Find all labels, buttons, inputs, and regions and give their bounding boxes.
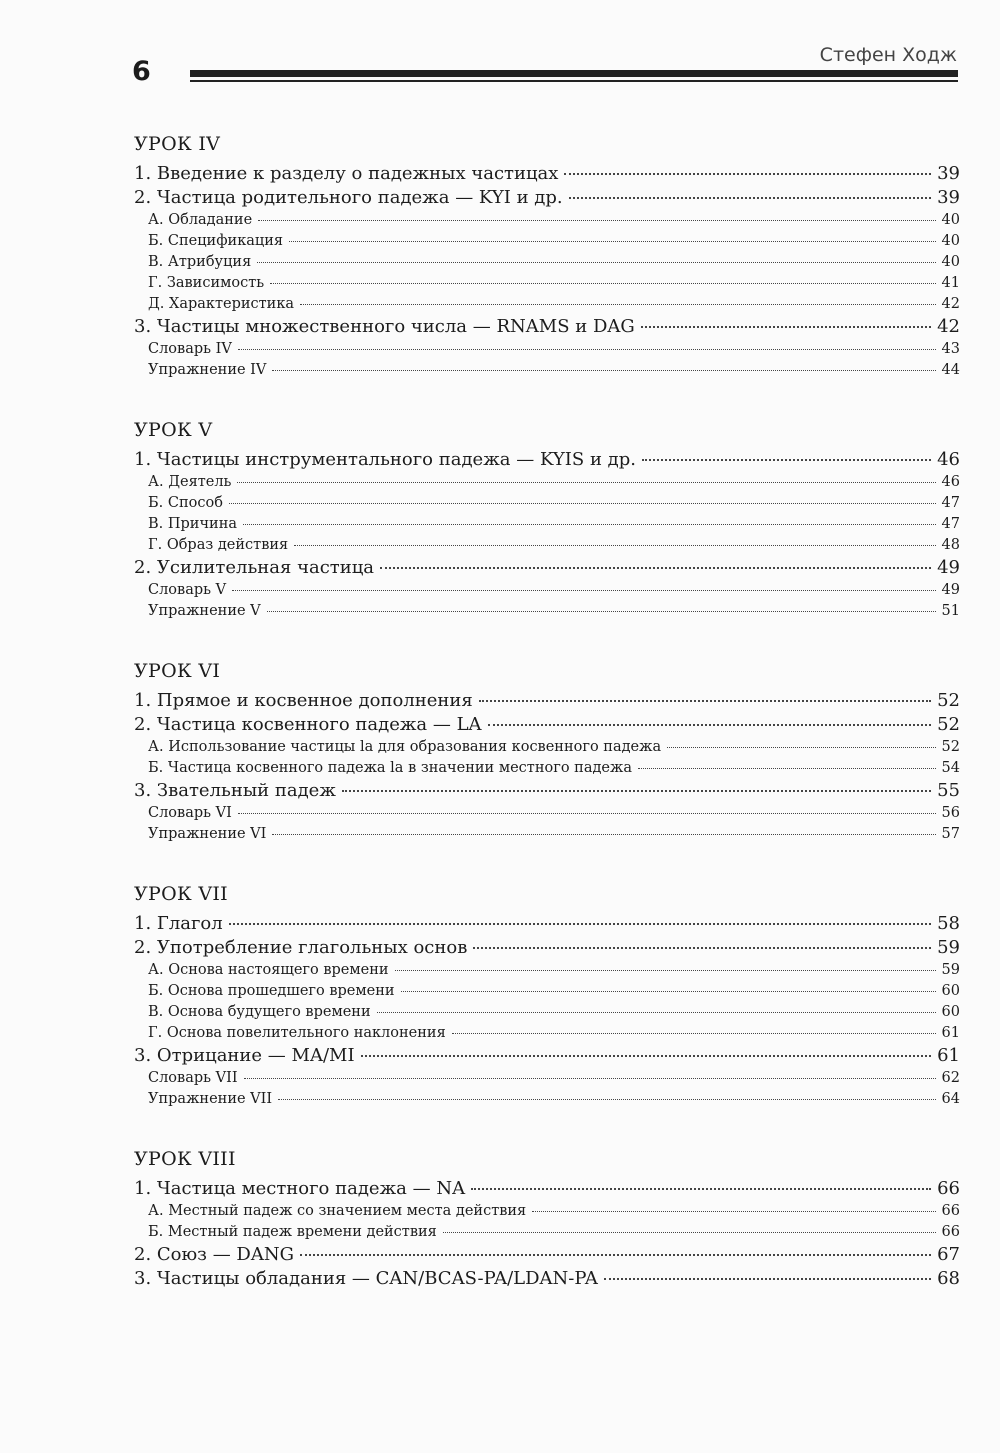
page-header xyxy=(0,0,1000,100)
entry-page: 61 xyxy=(937,1045,960,1066)
entry-page: 40 xyxy=(941,212,960,228)
toc-entry[interactable] xyxy=(134,162,960,186)
toc-subentry[interactable] xyxy=(134,273,960,294)
entry-text: 2. Употребление глагольных основ xyxy=(134,937,468,958)
entry-text: Упражнение VII xyxy=(148,1091,273,1107)
dot-leader xyxy=(238,813,936,814)
lesson-title: УРОК VIII xyxy=(134,1148,236,1170)
toc-subentry[interactable] xyxy=(134,1002,960,1023)
dot-leader xyxy=(244,1078,936,1079)
entry-text: В. Атрибуция xyxy=(148,254,252,270)
toc-subentry[interactable] xyxy=(134,360,960,381)
dot-leader xyxy=(377,1012,936,1013)
entry-page: 64 xyxy=(941,1091,960,1107)
dot-leader xyxy=(443,1232,936,1233)
toc-subentry[interactable] xyxy=(134,601,960,622)
entry-page: 52 xyxy=(937,714,960,735)
toc-subentry[interactable] xyxy=(134,514,960,535)
entry-text: 1. Глагол xyxy=(134,913,223,934)
entry-text: А. Деятель xyxy=(148,474,232,490)
toc-subentry[interactable] xyxy=(134,960,960,981)
entry-text: 3. Частицы множественного числа — RNAMS и DAG xyxy=(134,316,635,337)
entry-text: А. Основа настоящего времени xyxy=(148,962,389,978)
dot-leader xyxy=(232,590,935,591)
dot-leader xyxy=(267,611,936,612)
dot-leader xyxy=(361,1055,932,1057)
toc-subentry[interactable] xyxy=(134,981,960,1002)
dot-leader xyxy=(243,524,936,525)
toc-subentry[interactable] xyxy=(134,231,960,252)
entry-text: Г. Основа повелительного наклонения xyxy=(148,1025,446,1041)
dot-leader xyxy=(604,1278,931,1280)
entry-page: 40 xyxy=(941,233,960,249)
entry-text: Упражнение V xyxy=(148,603,261,619)
toc-subentry[interactable] xyxy=(134,737,960,758)
entry-page: 58 xyxy=(937,913,960,934)
entry-page: 61 xyxy=(941,1025,960,1041)
toc-subentry[interactable] xyxy=(134,472,960,493)
entry-text: А. Местный падеж со значением места действия xyxy=(148,1203,527,1219)
entry-page: 66 xyxy=(941,1203,960,1219)
dot-leader xyxy=(473,947,931,949)
entry-text: Б. Частица косвенного падежа la в значении местного падежа xyxy=(148,760,632,776)
entry-page: 52 xyxy=(941,739,960,755)
toc-subentry[interactable] xyxy=(134,803,960,824)
toc-entry[interactable] xyxy=(134,689,960,713)
entry-page: 39 xyxy=(937,187,960,208)
lesson-section xyxy=(134,1143,960,1291)
entry-text: 1. Частица местного падежа — NA xyxy=(134,1178,466,1199)
dot-leader xyxy=(471,1188,931,1190)
lesson-section xyxy=(134,414,960,622)
entry-text: Упражнение IV xyxy=(148,362,267,378)
entry-page: 46 xyxy=(941,474,960,490)
toc-entry[interactable] xyxy=(134,556,960,580)
lesson-title: УРОК VI xyxy=(134,660,221,682)
toc-subentry[interactable] xyxy=(134,210,960,231)
toc-entry[interactable] xyxy=(134,1243,960,1267)
toc-subentry[interactable] xyxy=(134,1222,960,1243)
toc-entry[interactable] xyxy=(134,1044,960,1068)
entry-page: 46 xyxy=(937,449,960,470)
entry-page: 56 xyxy=(941,805,960,821)
entry-page: 41 xyxy=(941,275,960,291)
toc-subentry[interactable] xyxy=(134,493,960,514)
dot-leader xyxy=(300,304,936,305)
entry-page: 54 xyxy=(941,760,960,776)
entry-page: 40 xyxy=(941,254,960,270)
entry-page: 48 xyxy=(941,537,960,553)
entry-page: 44 xyxy=(941,362,960,378)
toc-entry[interactable] xyxy=(134,779,960,803)
entry-page: 57 xyxy=(941,826,960,842)
dot-leader xyxy=(488,724,932,726)
entry-text: В. Основа будущего времени xyxy=(148,1004,371,1020)
dot-leader xyxy=(532,1211,935,1212)
entry-text: Б. Основа прошедшего времени xyxy=(148,983,395,999)
dot-leader xyxy=(258,220,935,221)
lesson-title: УРОК IV xyxy=(134,133,221,155)
toc-entry[interactable] xyxy=(134,713,960,737)
entry-text: 3. Звательный падеж xyxy=(134,780,336,801)
entry-page: 49 xyxy=(937,557,960,578)
dot-leader xyxy=(452,1033,936,1034)
toc-entry[interactable] xyxy=(134,912,960,936)
toc-subentry[interactable] xyxy=(134,294,960,315)
entry-text: 2. Союз — DANG xyxy=(134,1244,294,1265)
dot-leader xyxy=(479,700,931,702)
dot-leader xyxy=(380,567,931,569)
entry-page: 43 xyxy=(941,341,960,357)
entry-page: 59 xyxy=(941,962,960,978)
dot-leader xyxy=(238,349,936,350)
entry-page: 66 xyxy=(941,1224,960,1240)
running-head-author: Стефен Ходж xyxy=(819,44,957,66)
entry-text: 2. Частица косвенного падежа — LA xyxy=(134,714,482,735)
entry-text: А. Использование частицы la для образования косвенного падежа xyxy=(148,739,662,755)
entry-text: 1. Прямое и косвенное дополнения xyxy=(134,690,473,711)
entry-text: Упражнение VI xyxy=(148,826,267,842)
toc-subentry[interactable] xyxy=(134,824,960,845)
entry-text: Б. Спецификация xyxy=(148,233,284,249)
entry-text: 1. Введение к разделу о падежных частицах xyxy=(134,163,559,184)
entry-page: 42 xyxy=(941,296,960,312)
entry-page: 62 xyxy=(941,1070,960,1086)
entry-text: Словарь VI xyxy=(148,805,232,821)
entry-text: 2. Частица родительного падежа — KYI и др. xyxy=(134,187,563,208)
entry-text: В. Причина xyxy=(148,516,238,532)
entry-text: Словарь VII xyxy=(148,1070,238,1086)
header-rule-thick xyxy=(190,70,958,77)
dot-leader xyxy=(564,173,931,175)
entry-text: Г. Зависимость xyxy=(148,275,265,291)
entry-text: 3. Частицы обладания — CAN/BCAS-PA/LDAN-PA xyxy=(134,1268,598,1289)
entry-page: 67 xyxy=(937,1244,960,1265)
dot-leader xyxy=(289,241,935,242)
toc-subentry[interactable] xyxy=(134,535,960,556)
entry-text: 2. Усилительная частица xyxy=(134,557,375,578)
toc-subentry[interactable] xyxy=(134,758,960,779)
toc-entry[interactable] xyxy=(134,186,960,210)
dot-leader xyxy=(401,991,936,992)
lesson-title: УРОК VII xyxy=(134,883,228,905)
toc-subentry[interactable] xyxy=(134,252,960,273)
entry-page: 55 xyxy=(937,780,960,801)
dot-leader xyxy=(272,834,935,835)
toc-subentry[interactable] xyxy=(134,1089,960,1110)
dot-leader xyxy=(641,326,931,328)
toc-entry[interactable] xyxy=(134,936,960,960)
toc-entry[interactable] xyxy=(134,1177,960,1201)
entry-text: Д. Характеристика xyxy=(148,296,295,312)
entry-page: 52 xyxy=(937,690,960,711)
toc-entry[interactable] xyxy=(134,1267,960,1291)
header-rule-thin xyxy=(190,80,958,82)
dot-leader xyxy=(294,545,935,546)
entry-text: 1. Частицы инструментального падежа — KYIS и др. xyxy=(134,449,636,470)
entry-page: 47 xyxy=(941,495,960,511)
dot-leader xyxy=(569,197,931,199)
dot-leader xyxy=(300,1254,931,1256)
page-number: 6 xyxy=(132,56,151,87)
lesson-title: УРОК V xyxy=(134,419,213,441)
toc-subentry[interactable] xyxy=(134,1023,960,1044)
lesson-section xyxy=(134,878,960,1110)
entry-page: 39 xyxy=(937,163,960,184)
entry-page: 49 xyxy=(941,582,960,598)
entry-text: А. Обладание xyxy=(148,212,253,228)
lesson-section xyxy=(134,128,960,381)
dot-leader xyxy=(395,970,936,971)
entry-text: Б. Местный падеж времени действия xyxy=(148,1224,437,1240)
lesson-section xyxy=(134,655,960,845)
entry-page: 60 xyxy=(941,983,960,999)
toc-subentry[interactable] xyxy=(134,339,960,360)
entry-text: Словарь V xyxy=(148,582,227,598)
entry-text: Б. Способ xyxy=(148,495,223,511)
toc-subentry[interactable] xyxy=(134,1068,960,1089)
entry-text: Словарь IV xyxy=(148,341,232,357)
table-of-contents xyxy=(134,128,960,1324)
entry-page: 60 xyxy=(941,1004,960,1020)
dot-leader xyxy=(667,747,935,748)
entry-text: Г. Образ действия xyxy=(148,537,289,553)
entry-page: 51 xyxy=(941,603,960,619)
dot-leader xyxy=(229,503,936,504)
entry-page: 68 xyxy=(937,1268,960,1289)
entry-page: 42 xyxy=(937,316,960,337)
dot-leader xyxy=(638,768,936,769)
toc-subentry[interactable] xyxy=(134,580,960,601)
entry-page: 66 xyxy=(937,1178,960,1199)
toc-subentry[interactable] xyxy=(134,1201,960,1222)
dot-leader xyxy=(257,262,935,263)
toc-entry[interactable] xyxy=(134,315,960,339)
dot-leader xyxy=(278,1099,935,1100)
dot-leader xyxy=(237,482,935,483)
dot-leader xyxy=(229,923,931,925)
dot-leader xyxy=(270,283,935,284)
dot-leader xyxy=(272,370,935,371)
entry-text: 3. Отрицание — MA/MI xyxy=(134,1045,355,1066)
entry-page: 47 xyxy=(941,516,960,532)
toc-entry[interactable] xyxy=(134,448,960,472)
dot-leader xyxy=(342,790,931,792)
dot-leader xyxy=(642,459,931,461)
entry-page: 59 xyxy=(937,937,960,958)
